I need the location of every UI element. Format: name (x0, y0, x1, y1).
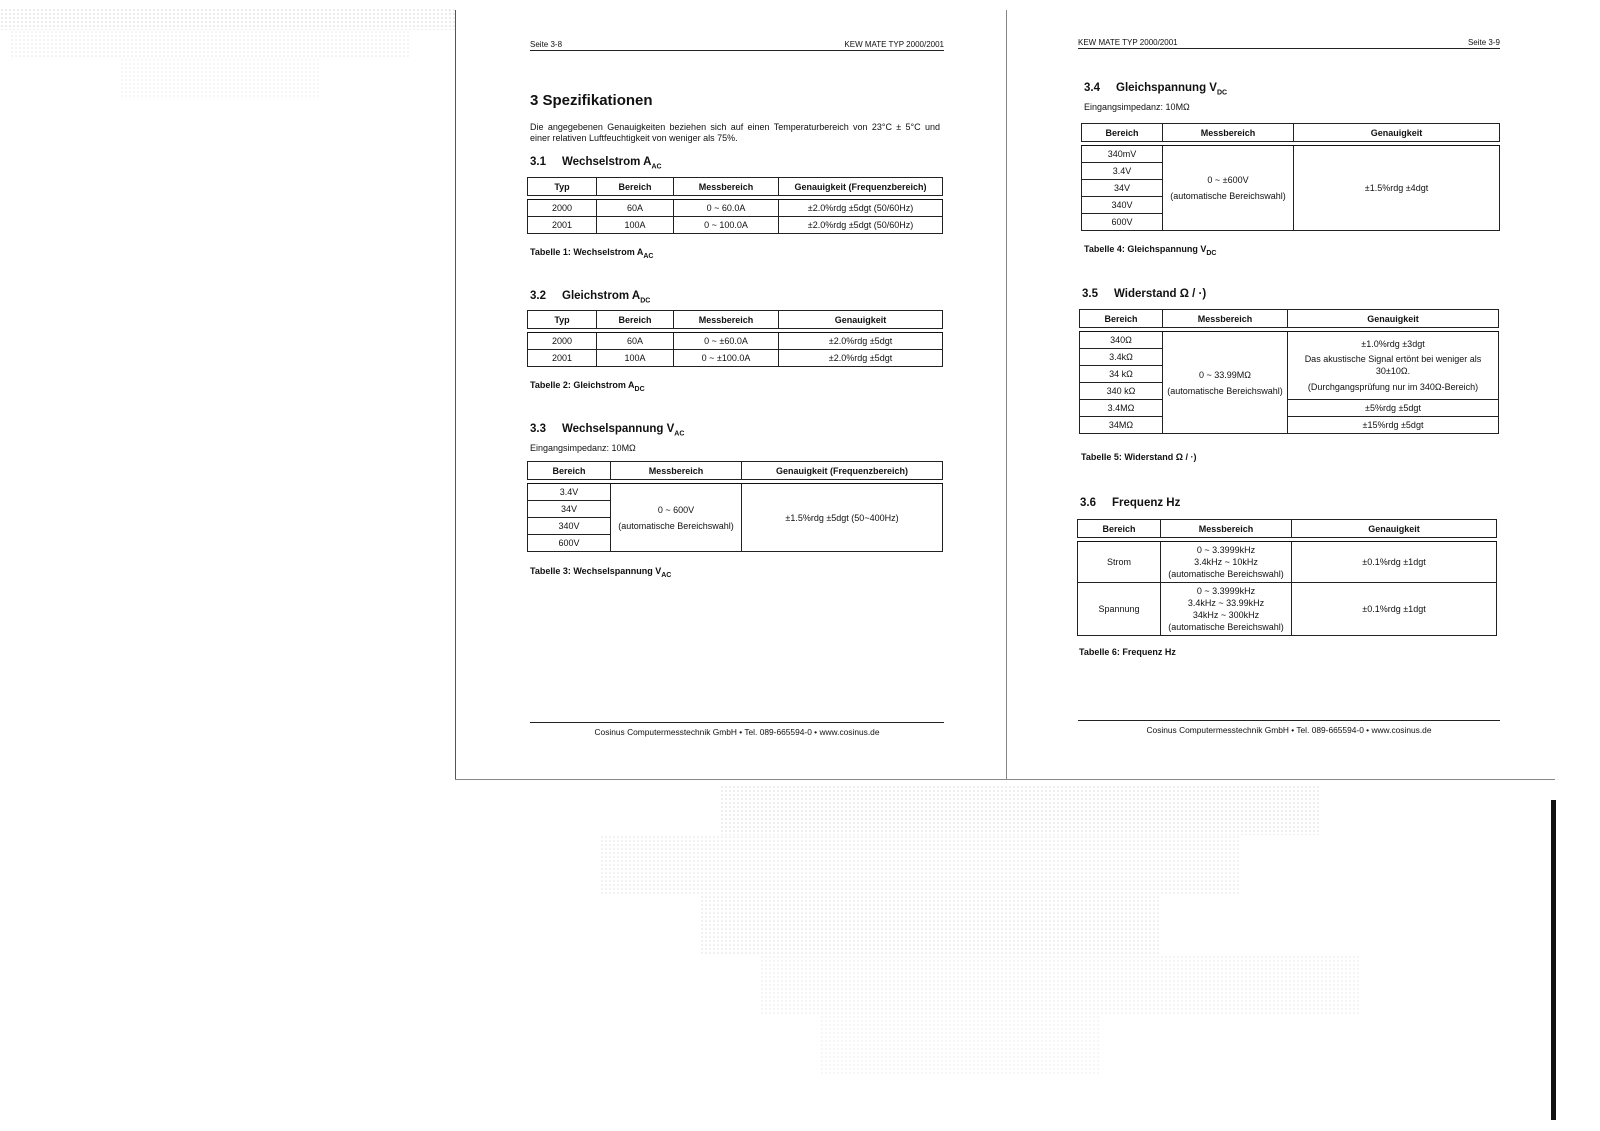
table-row: 3.4kΩ (1080, 349, 1499, 366)
table-dc-current: Typ Bereich Messbereich Genauigkeit 2000 60A 0 ~ ±60.0A ±2.0%rdg ±5dgt 2001 100A 0 ~ ±100.0A ±2.0%rdg ±5dgt (527, 310, 943, 367)
table-ac-current: Typ Bereich Messbereich Genauigkeit (Frequenzbereich) 2000 60A 0 ~ 60.0A ±2.0%rdg ±5dgt (50/60Hz) 2001 100A 0 ~ 100.0A ±2.0%rdg ±5dgt (50/60Hz) (527, 177, 943, 234)
page-number: Seite 3-9 (1467, 38, 1500, 47)
impedance-note: Eingangsimpedanz: 10MΩ (530, 443, 636, 453)
page-edge-left (455, 10, 456, 780)
scan-noise (820, 1015, 1100, 1075)
table-row: 34V (528, 501, 943, 518)
table-caption: Tabelle 3: Wechselspannung $V_{AC}$ (530, 566, 672, 579)
table-row: 600V (1082, 214, 1500, 231)
scan-noise (760, 955, 1360, 1015)
scan-noise (10, 30, 410, 58)
header-title: KEW MATE TYP 2000/2001 (1078, 38, 1178, 47)
table-dc-voltage: Bereich Messbereich Genauigkeit 340mV 0 ~ ±600V (automatische Bereichswahl) ±1.5%rdg ±4dgt 3.4V 34V 340V 600V (1081, 123, 1500, 231)
section-heading: 3.5 Widerstand Ω / ·) (1082, 288, 1207, 300)
table-row: Spannung 0 ~ 3.3999kHz 3.4kHz ~ 33.99kHz 34kHz ~ 300kHz (automatische Bereichswahl) ±0.1%rdg ±1dgt (1078, 583, 1497, 636)
page-gutter (1006, 10, 1007, 780)
table-row: 2000 60A 0 ~ 60.0A ±2.0%rdg ±5dgt (50/60Hz) (528, 200, 943, 217)
table-row: 340V (1082, 197, 1500, 214)
table-row: 2001 100A 0 ~ 100.0A ±2.0%rdg ±5dgt (50/60Hz) (528, 217, 943, 234)
scan-noise (700, 895, 1160, 955)
table-row: 340 kΩ (1080, 383, 1499, 400)
scan-noise (720, 785, 1320, 835)
page-header (1078, 38, 1500, 49)
table-row: 340mV 0 ~ ±600V (automatische Bereichswahl) ±1.5%rdg ±4dgt (1082, 146, 1500, 163)
scan-noise (120, 58, 320, 98)
impedance-note: Eingangsimpedanz: 10MΩ (1084, 102, 1190, 112)
table-row: 340V (528, 518, 943, 535)
table-row: 34V (1082, 180, 1500, 197)
right-page (1078, 38, 1500, 738)
table-row: 34MΩ ±15%rdg ±5dgt (1080, 417, 1499, 434)
section-heading: 3.6 Frequenz Hz (1080, 497, 1181, 509)
table-row: Strom 0 ~ 3.3999kHz 3.4kHz ~ 10kHz (automatische Bereichswahl) ±0.1%rdg ±1dgt (1078, 542, 1497, 583)
scan-noise (0, 8, 455, 30)
table-caption: Tabelle 5: Widerstand Ω / ·) (1081, 452, 1197, 462)
page-footer: Cosinus Computermesstechnik GmbH • Tel. 089-665594-0 • www.cosinus.de (530, 722, 944, 737)
header-title: KEW MATE TYP 2000/2001 (844, 40, 944, 49)
section-heading: 3.3 Wechselspannung $V_{AC}$ (530, 423, 685, 438)
table-caption: Tabelle 4: Gleichspannung $V_{DC}$ (1084, 244, 1217, 257)
table-row: 340Ω 0 ~ 33.99MΩ (automatische Bereichswahl) ±1.0%rdg ±3dgt Das akustische Signal ertönt bei weniger als 30±10Ω. (Durchgangsprüfung nur im 340Ω-Bereich) (1080, 332, 1499, 349)
table-row: 2000 60A 0 ~ ±60.0A ±2.0%rdg ±5dgt (528, 333, 943, 350)
intro-paragraph: Die angegebenen Genauigkeiten beziehen sich auf einen Temperaturbereich von 23°C ± 5°C und einer relativen Luftfeuchtigkeit von weniger als 75%. (530, 122, 940, 143)
table-row: 600V (528, 535, 943, 552)
table-row: 34 kΩ (1080, 366, 1499, 383)
page-footer: Cosinus Computermesstechnik GmbH • Tel. 089-665594-0 • www.cosinus.de (1078, 720, 1500, 735)
page-header (530, 40, 944, 51)
section-heading: 3.2 Gleichstrom $A_{DC}$ (530, 290, 651, 305)
scan-edge-bar (1551, 800, 1556, 1120)
table-caption: Tabelle 6: Frequenz Hz (1079, 647, 1176, 657)
chapter-title: 3 Spezifikationen (530, 92, 653, 109)
table-caption: Tabelle 2: Gleichstrom $A_{DC}$ (530, 380, 645, 393)
section-heading: 3.1 Wechselstrom $A_{AC}$ (530, 156, 662, 171)
table-row: 3.4V (1082, 163, 1500, 180)
table-row: 3.4V 0 ~ 600V (automatische Bereichswahl) ±1.5%rdg ±5dgt (50~400Hz) (528, 484, 943, 501)
page-edge-bottom (455, 779, 1555, 780)
table-resistance: Bereich Messbereich Genauigkeit 340Ω 0 ~ 33.99MΩ (automatische Bereichswahl) ±1.0%rdg ±3dgt Das akustische Signal ertönt bei weniger als 30±10Ω. (Durchgangsprüfung nur im 340Ω-Bereich) 3.4kΩ 34 kΩ 340 kΩ 3.4MΩ ±5%rdg ±5dgt 34MΩ ±15%rdg ±5dgt (1079, 309, 1499, 434)
scan-noise (600, 835, 1240, 895)
left-page (530, 40, 944, 740)
table-ac-voltage: Bereich Messbereich Genauigkeit (Frequenzbereich) 3.4V 0 ~ 600V (automatische Bereichswahl) ±1.5%rdg ±5dgt (50~400Hz) 34V 340V 600V (527, 461, 943, 552)
table-row: 3.4MΩ ±5%rdg ±5dgt (1080, 400, 1499, 417)
table-caption: Tabelle 1: Wechselstrom $A_{AC}$ (530, 247, 654, 260)
section-heading: 3.4 Gleichspannung $V_{DC}$ (1084, 82, 1228, 97)
table-row: 2001 100A 0 ~ ±100.0A ±2.0%rdg ±5dgt (528, 350, 943, 367)
table-frequency: Bereich Messbereich Genauigkeit Strom 0 ~ 3.3999kHz 3.4kHz ~ 10kHz (automatische Bereichswahl) ±0.1%rdg ±1dgt Spannung 0 ~ 3.3999kHz 3.4kHz ~ 33.99kHz 34kHz ~ 300kHz (automatische Bereichswahl) ±0.1%rdg ±1dgt (1077, 519, 1497, 636)
page-number: Seite 3-8 (530, 40, 563, 49)
